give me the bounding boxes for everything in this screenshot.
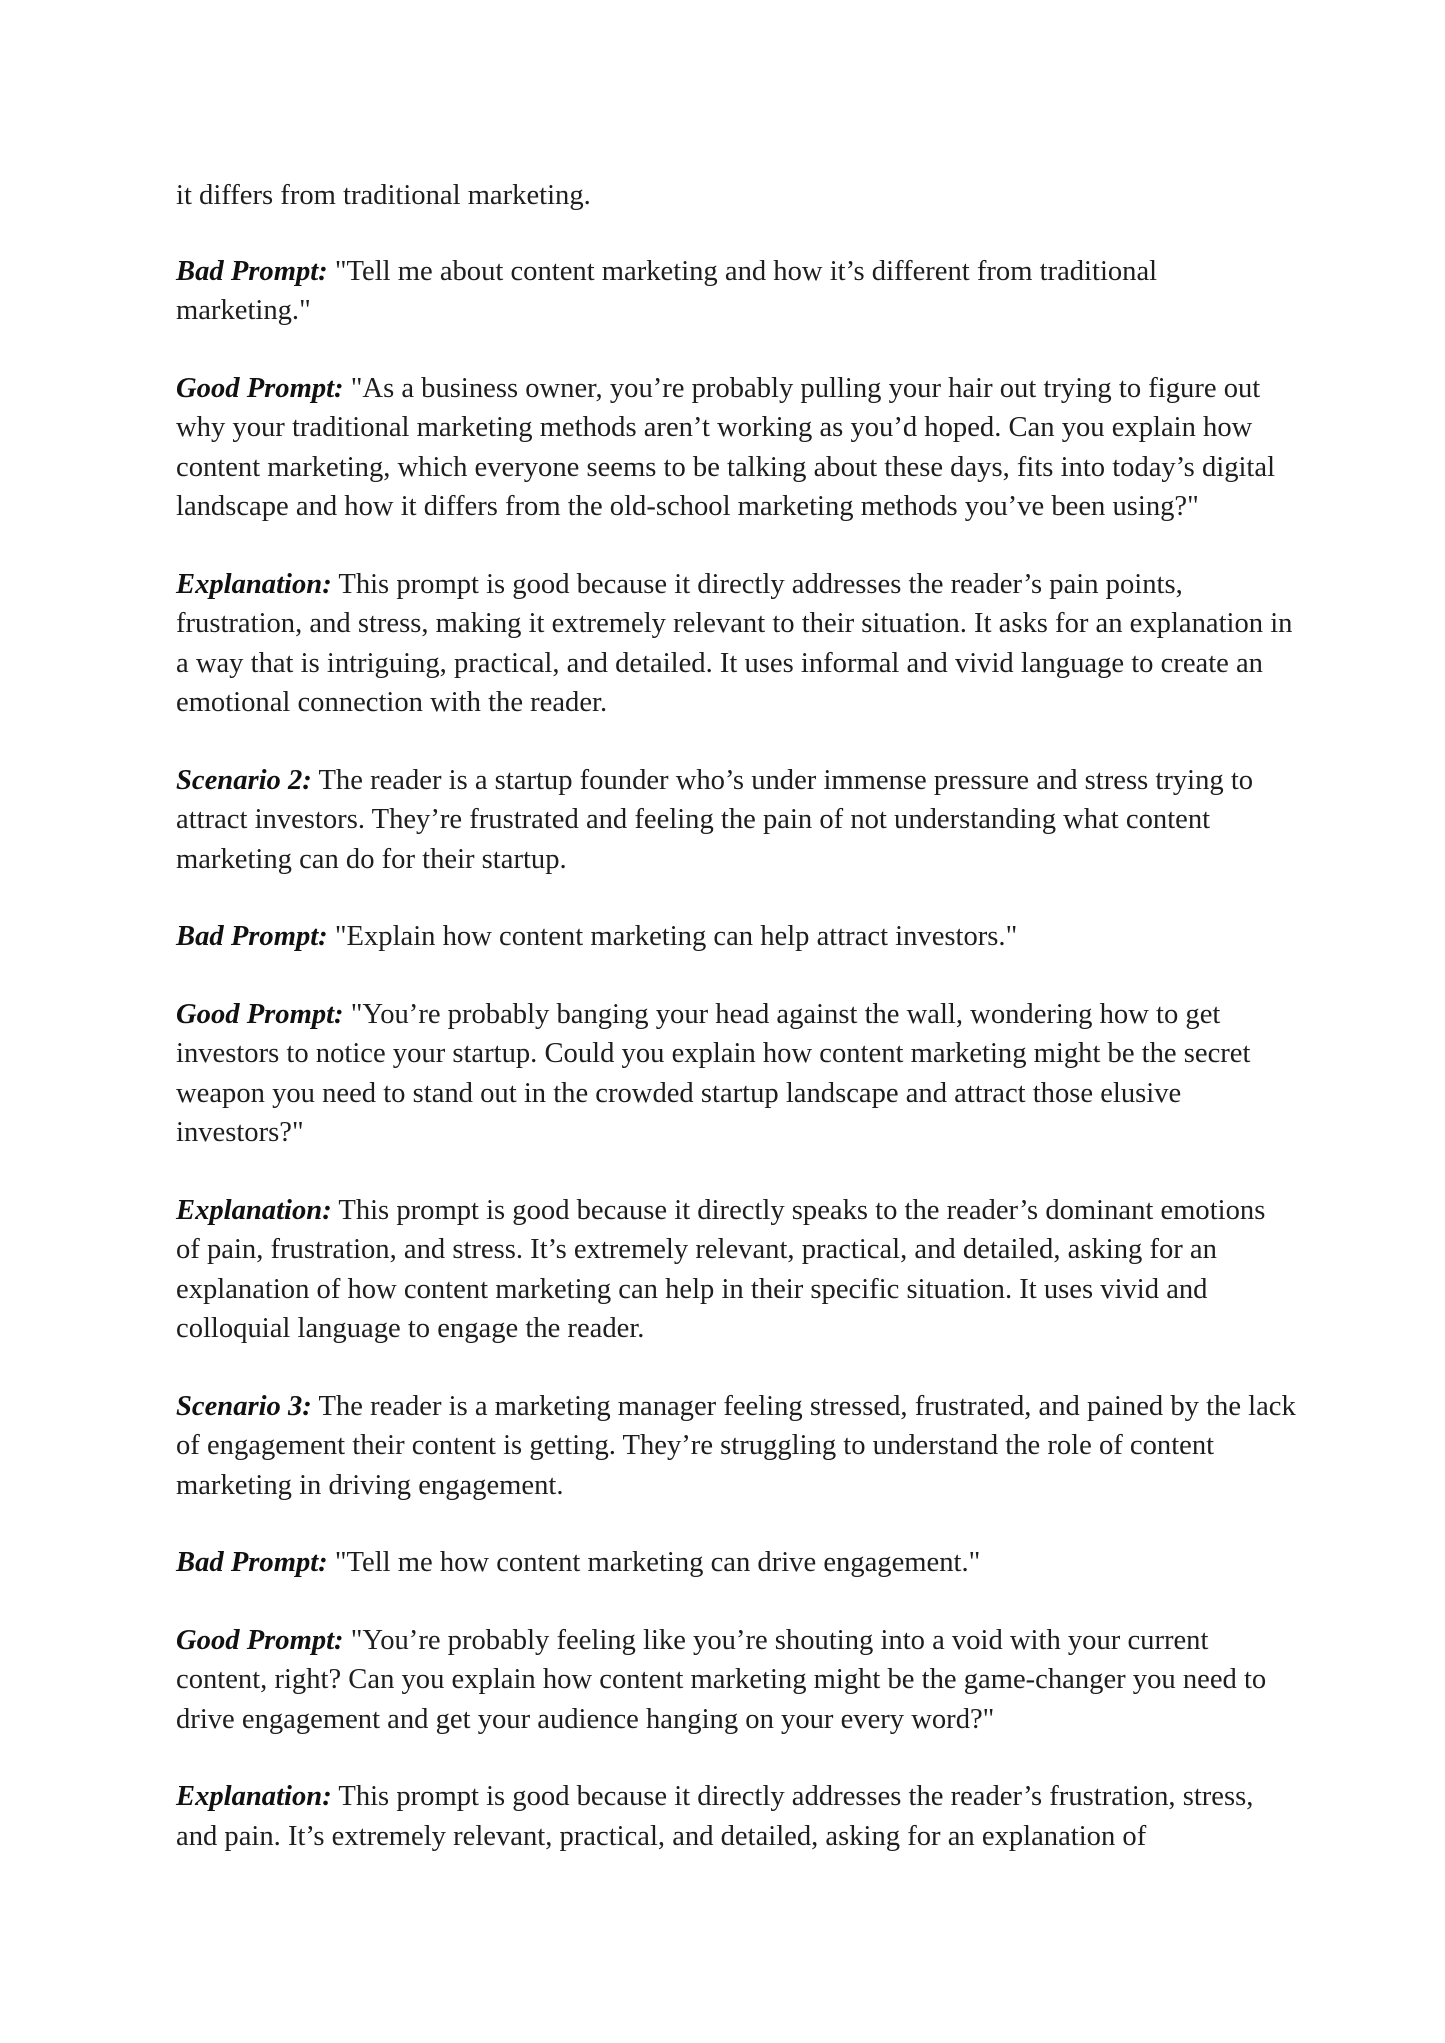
paragraph-scenario-2 <box>176 761 1296 880</box>
paragraph-scenario-3 <box>176 1387 1296 1506</box>
paragraph-text: "You’re probably banging your head against the wall, wondering how to get investors to notice your startup. Could you explain how content marketing might be the secret weapon you need to stand out in the crowded startup landscape and attract those elusive investors?" <box>176 998 1251 1148</box>
paragraph-label: Scenario 3: <box>176 1390 312 1422</box>
paragraph-text: "Tell me how content marketing can drive engagement." <box>327 1547 981 1578</box>
paragraph-label: Good Prompt: <box>176 372 344 404</box>
paragraph-label: Bad Prompt: <box>176 1547 328 1578</box>
document-body <box>176 176 1296 1894</box>
paragraph-text: "Explain how content marketing can help attract investors." <box>327 921 1018 952</box>
paragraph-text: This prompt is good because it directly addresses the reader’s pain points, frustration, and stress, making it extremely relevant to their situation. It asks for an explanation in a way that is intriguing, practical, and detailed. It uses informal and vivid language to create an emotional connection with the reader. <box>176 568 1293 718</box>
paragraph-label: Good Prompt: <box>176 1624 344 1656</box>
paragraph-text: This prompt is good because it directly addresses the reader’s frustration, stress, and pain. It’s extremely relevant, practical, and detailed, asking for an explanation of <box>176 1781 1254 1852</box>
paragraph-text: "Tell me about content marketing and how it’s different from traditional marketing." <box>176 255 1158 326</box>
paragraph-label: Scenario 2: <box>176 764 312 796</box>
paragraph-label: Bad Prompt: <box>176 921 328 952</box>
paragraph-label: Good Prompt: <box>176 998 344 1030</box>
paragraph-label: Explanation: <box>176 1781 332 1812</box>
paragraph-text: it differs from traditional marketing. <box>176 180 591 211</box>
paragraph-text: This prompt is good because it directly speaks to the reader’s dominant emotions of pain, frustration, and stress. It’s extremely relevant, practical, and detailed, asking for an explanation of how content marketing can help in their specific situation. It uses vivid and colloquial language to engage the reader. <box>176 1194 1266 1344</box>
paragraph-explanation-3 <box>176 1777 1296 1856</box>
paragraph-bad-prompt-3 <box>176 1543 1296 1583</box>
paragraph-good-prompt-1 <box>176 369 1296 527</box>
paragraph-text: "You’re probably feeling like you’re shouting into a void with your current content, right? Can you explain how content marketing might be the game-changer you need to drive engagement and get your audience hanging on your every word?" <box>176 1624 1267 1735</box>
paragraph-good-prompt-2 <box>176 995 1296 1153</box>
paragraph-bad-prompt-1 <box>176 252 1296 331</box>
paragraph-label: Explanation: <box>176 568 332 600</box>
paragraph-label: Bad Prompt: <box>176 255 328 287</box>
paragraph-explanation-2 <box>176 1191 1296 1349</box>
paragraph-explanation-1 <box>176 565 1296 723</box>
paragraph-bad-prompt-2 <box>176 917 1296 957</box>
paragraph-label: Explanation: <box>176 1194 332 1226</box>
paragraph-text: "As a business owner, you’re probably pulling your hair out trying to figure out why your traditional marketing methods aren’t working as you’d hoped. Can you explain how content marketing, which everyone seems to be talking about these days, fits into today’s digital landscape and how it differs from the old-school marketing methods you’ve been using?" <box>176 372 1276 522</box>
paragraph-good-prompt-3 <box>176 1621 1296 1740</box>
paragraph-continuation <box>176 176 1296 216</box>
paragraph-text: The reader is a marketing manager feeling stressed, frustrated, and pained by the lack of engagement their content is getting. They’re struggling to understand the role of content marketing in driving engagement. <box>176 1390 1296 1501</box>
paragraph-text: The reader is a startup founder who’s under immense pressure and stress trying to attract investors. They’re frustrated and feeling the pain of not understanding what content marketing can do for their startup. <box>176 764 1254 875</box>
